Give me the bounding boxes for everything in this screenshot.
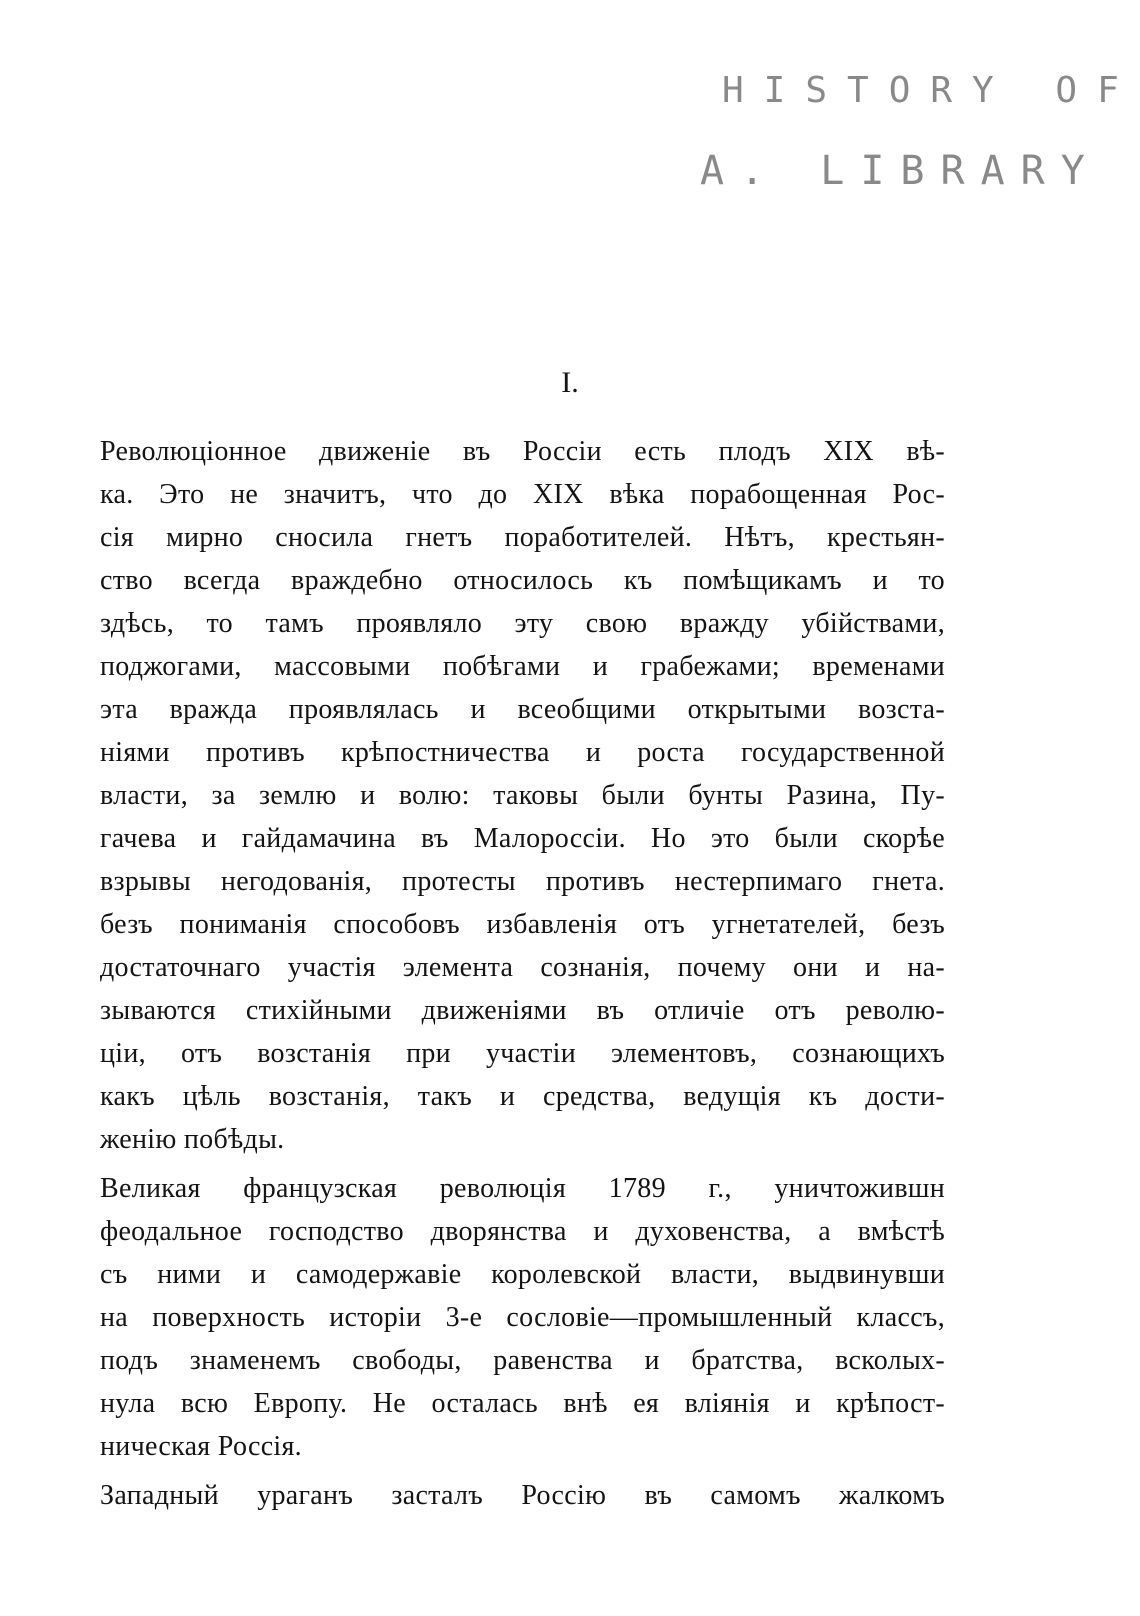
section-number: I.	[561, 366, 579, 399]
text-line: Западный ураганъ засталъ Россію въ самомъ жалкомъ	[100, 1480, 945, 1511]
text-line: феодальное господство дворянства и духовенства, а вмѣстѣ	[100, 1216, 945, 1247]
stamp-line-2: A. LIBRARY	[700, 148, 1101, 194]
text-line: подъ знаменемъ свободы, равенства и братства, всколых-	[100, 1345, 945, 1376]
text-line: женію побѣды.	[100, 1124, 285, 1155]
text-line: Великая французская революція 1789 г., уничтожившн	[100, 1173, 945, 1204]
text-line: поджогами, массовыми побѣгами и грабежами; временами	[100, 651, 945, 682]
text-line: эта вражда проявлялась и всеобщими открытыми возста-	[100, 694, 945, 725]
text-line: достаточнаго участія элемента сознанія, почему они и на-	[100, 952, 945, 983]
body-text	[100, 430, 945, 1517]
text-line: ство всегда враждебно относилось къ помѣщикамъ и то	[100, 565, 945, 596]
text-line: безъ пониманія способовъ избавленія отъ угнетателей, безъ	[100, 909, 945, 940]
text-line: зываются стихійными движеніями въ отличіе отъ револю-	[100, 995, 945, 1026]
text-line: какъ цѣль возстанія, такъ и средства, ведущія къ дости-	[100, 1081, 945, 1112]
text-line: ка. Это не значитъ, что до XIX вѣка порабощенная Рос-	[100, 479, 945, 510]
text-line: здѣсь, то тамъ проявляло эту свою вражду убійствами,	[100, 608, 945, 639]
text-line: сія мирно сносила гнетъ поработителей. Нѣтъ, крестьян-	[100, 522, 945, 553]
text-line: ціи, отъ возстанія при участіи элементовъ, сознающихъ	[100, 1038, 945, 1069]
text-line: гачева и гайдамачина въ Малороссіи. Но это были скорѣе	[100, 823, 945, 854]
text-line: на поверхность исторіи 3-е сословіе—промышленный классъ,	[100, 1302, 945, 1333]
text-line: взрывы негодованія, протесты противъ нестерпимаго гнета.	[100, 866, 945, 897]
text-line: ническая Россія.	[100, 1431, 302, 1462]
paragraph-2	[100, 1167, 945, 1468]
text-line: нула всю Европу. Не осталась внѣ ея вліянія и крѣпост-	[100, 1388, 945, 1419]
library-stamp	[700, 70, 1139, 230]
stamp-line-1: HISTORY OF	[722, 70, 1139, 111]
paragraph-3	[100, 1474, 945, 1517]
paragraph-1	[100, 430, 945, 1161]
text-line: власти, за землю и волю: таковы были бунты Разина, Пу-	[100, 780, 945, 811]
text-line: Революціонное движеніе въ Россіи есть плодъ XIX вѣ-	[100, 436, 945, 467]
text-line: ніями противъ крѣпостничества и роста государственной	[100, 737, 945, 768]
text-line: съ ними и самодержавіе королевской власти, выдвинувши	[100, 1259, 945, 1290]
